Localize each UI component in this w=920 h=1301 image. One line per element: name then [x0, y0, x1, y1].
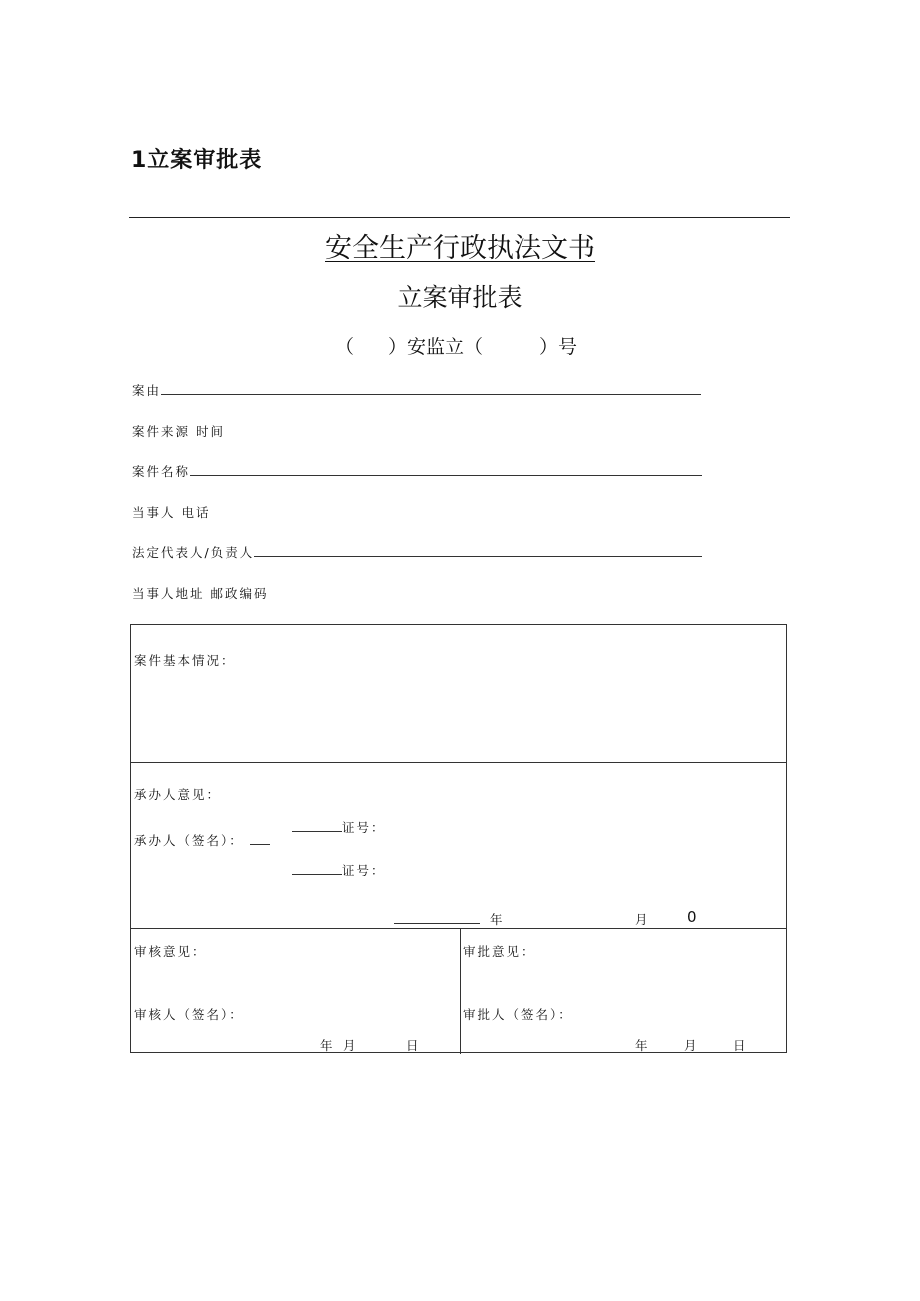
- reviewer-sign-label: 审核人（签名）：: [134, 1007, 244, 1022]
- row-divider-1: [131, 762, 786, 763]
- number-close: ）号: [539, 336, 578, 358]
- number-open: （: [335, 336, 355, 358]
- handler-sign-line[interactable]: [250, 832, 270, 845]
- top-divider: [129, 217, 790, 218]
- document-number: [335, 332, 577, 359]
- legal-rep-label: 法定代表人/负责人: [132, 545, 255, 560]
- case-name-line[interactable]: [190, 463, 702, 476]
- handler-sign-row: [134, 831, 270, 849]
- handler-year-line[interactable]: [394, 911, 480, 924]
- case-reason-line[interactable]: [161, 382, 701, 395]
- review-opinion-label: 审核意见：: [134, 944, 207, 959]
- case-reason-row: [132, 381, 701, 399]
- handler-month-label: 月: [635, 912, 650, 927]
- handler-year-label: 年: [490, 912, 505, 927]
- handler-sign-label: 承办人（签名）：: [134, 833, 244, 848]
- row-divider-2: [131, 928, 786, 929]
- approve-year-label: 年: [635, 1038, 650, 1053]
- handler-opinion-label: 承办人意见：: [134, 787, 222, 802]
- document-subtitle: 立案审批表: [397, 283, 523, 312]
- case-name-row: [132, 462, 702, 480]
- approver-sign-label: 审批人（签名）：: [463, 1007, 573, 1022]
- cert-line-2[interactable]: [292, 862, 342, 875]
- column-divider: [460, 928, 461, 1054]
- legal-rep-row: [132, 543, 702, 561]
- case-name-label: 案件名称: [132, 464, 191, 479]
- document-title: [0, 226, 920, 265]
- approve-opinion-label: 审批意见：: [463, 944, 536, 959]
- cert-line-1[interactable]: [292, 819, 342, 832]
- approval-table: [130, 624, 787, 1053]
- approve-month-label: 月: [684, 1038, 699, 1053]
- party-phone-label: 当事人 电话: [132, 505, 211, 520]
- cert-row-1: [292, 818, 386, 836]
- handler-day-label: 0: [687, 908, 699, 926]
- cert-row-2: [292, 861, 386, 879]
- review-month-label: 月: [343, 1038, 358, 1053]
- legal-rep-line[interactable]: [254, 544, 702, 557]
- page-heading: 1立案审批表: [131, 148, 263, 173]
- number-mid: ）安监立（: [388, 336, 484, 358]
- case-source-time-label: 案件来源 时间: [132, 424, 225, 439]
- party-address-label: 当事人地址 邮政编码: [132, 586, 269, 601]
- cert-label-2: 证号：: [342, 863, 386, 878]
- document-title-text: 安全生产行政执法文书: [325, 233, 595, 264]
- review-day-label: 日: [406, 1038, 421, 1053]
- cert-label-1: 证号：: [342, 820, 386, 835]
- basic-info-label: 案件基本情况：: [134, 653, 236, 668]
- handler-date-row: [394, 910, 505, 928]
- case-reason-label: 案由: [132, 383, 162, 398]
- review-year-label: 年: [320, 1038, 335, 1053]
- approve-day-label: 日: [733, 1038, 748, 1053]
